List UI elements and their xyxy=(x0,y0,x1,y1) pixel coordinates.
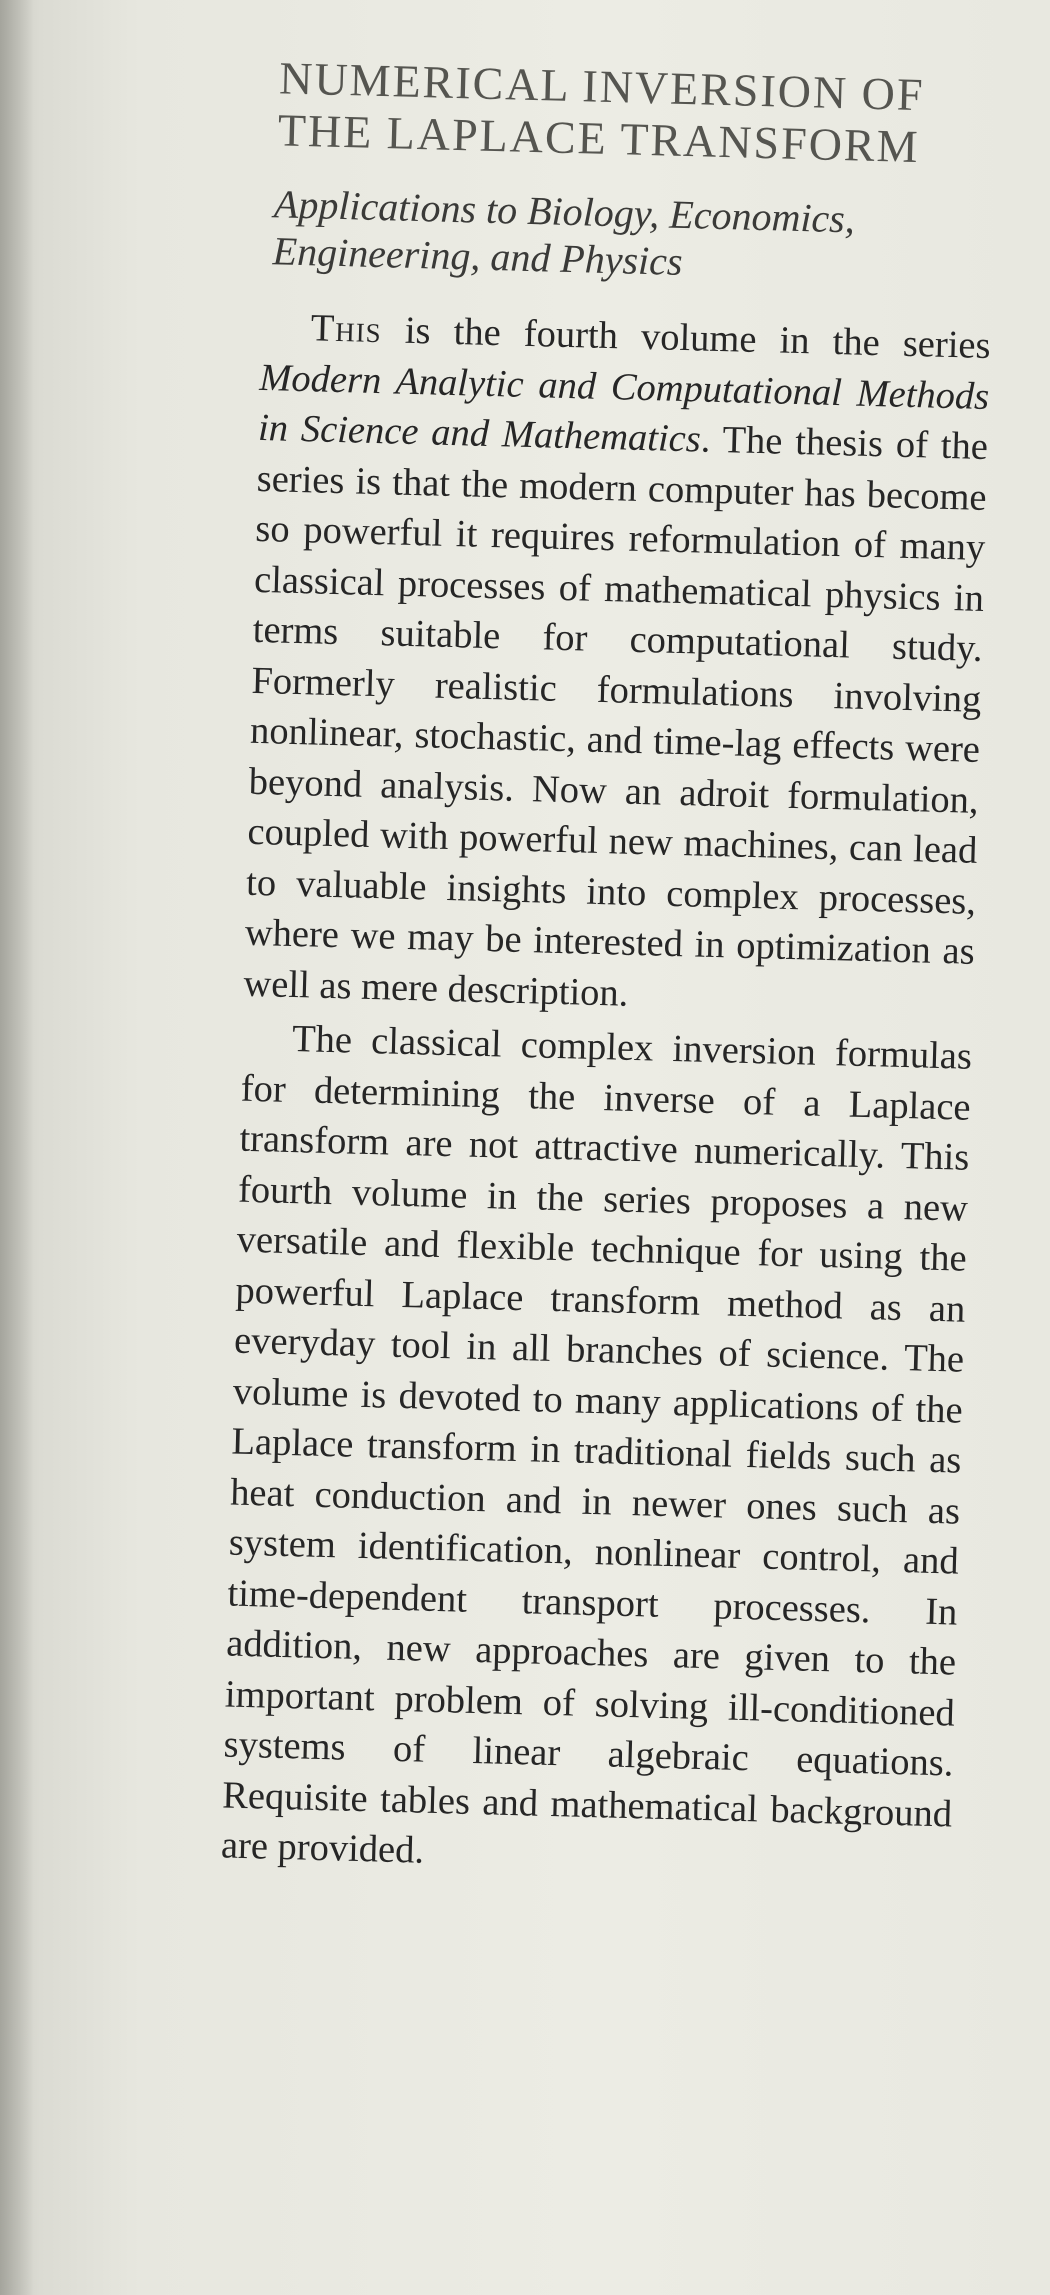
subtitle-line-1: Applications to Biology, Economics, xyxy=(273,181,856,242)
description-paragraph-2: The classical complex inversion formulas for determining the inverse of a Laplace transform are not attractive numerically. This fourth volume in the series proposes a new versatile and flexible technique for using the powerful Laplace transform method as an everyday tool in all branches of science. The volume is devoted to many applications of the Laplace transform in traditional fields such as heat conduction and in newer ones such as system identification, nonlinear control, and time-dependent transport processes. In addition, new approaches are given to the important problem of solving ill-conditioned systems of linear algebraic equations. Requisite tables and mathematical background are provided. xyxy=(220,1018,973,1872)
book-title xyxy=(277,52,999,175)
description-paragraph-1 xyxy=(243,302,991,1028)
book-subtitle xyxy=(272,180,994,293)
title-line-1: NUMERICAL INVERSION OF xyxy=(278,52,926,121)
jacket-flap-text xyxy=(132,50,1010,2286)
title-line-2: THE LAPLACE TRANSFORM xyxy=(277,104,921,173)
page-edge-shadow xyxy=(0,0,34,2295)
subtitle-line-2: Engineering, and Physics xyxy=(272,228,684,284)
paragraph-1-text-a: is the fourth volume in the series xyxy=(381,309,992,368)
paragraph-1-text-b: . The thesis of the series is that the modern computer has become so powerful it requires reformulation of many classical processes of mathematical physics in terms suitable for computational study. Formerly realistic formulations involving nonlinear, stochastic, and time-lag effects were beyond analysis. Now an adroit formulation, coupled with powerful new machines, can lead to valuable insights into complex processes, where we may be interested in optimization as well as mere description. xyxy=(243,418,989,1015)
paragraph-lead-word: This xyxy=(310,307,383,352)
series-name: Modern Analytic and Computational Methods in Science and Mathematics xyxy=(257,356,990,461)
description-body xyxy=(220,302,991,1890)
